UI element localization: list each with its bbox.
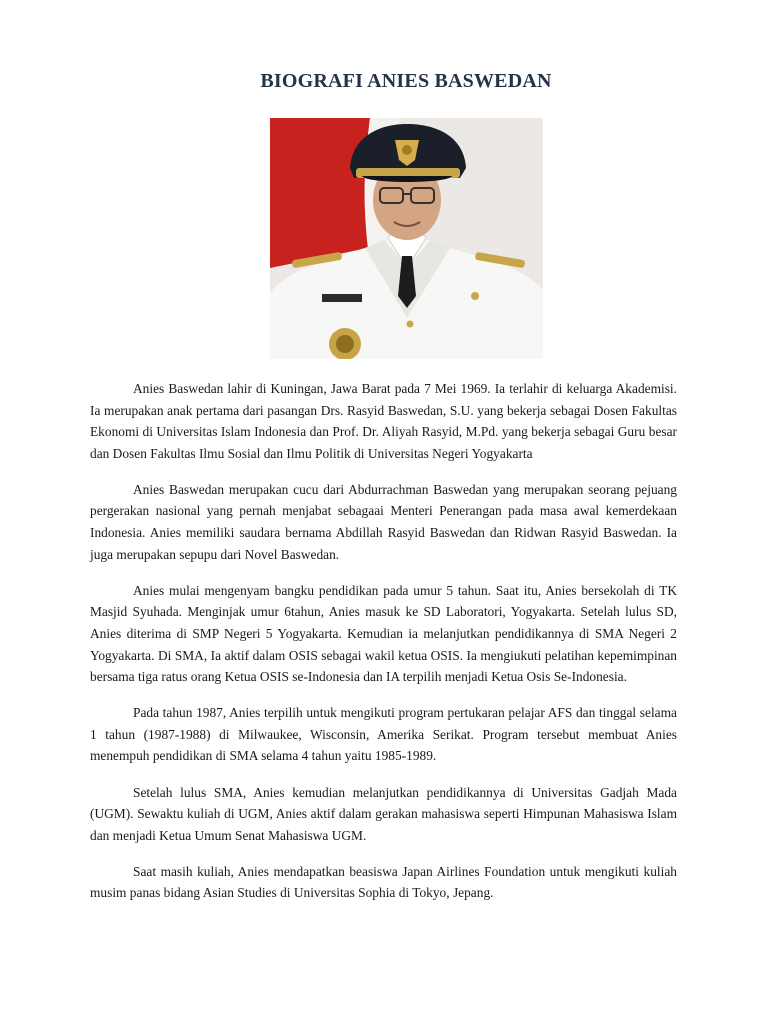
paragraph: Pada tahun 1987, Anies terpilih untuk mengikuti program pertukaran pelajar AFS dan tinggal selama 1 tahun (1987-1988) di Milwaukee, Wisconsin, Amerika Serikat. Program tersebut membuat Anies menempuh pendidikan di SMA selama 4 tahun yaitu 1985-1989. (90, 705, 677, 764)
paragraph: Anies mulai mengenyam bangku pendidikan pada umur 5 tahun. Saat itu, Anies bersekolah di TK Masjid Syuhada. Menginjak umur 6tahun, Anies masuk ke SD Laboratori, Yogyakarta. Setelah lulus SD, Anies diterima di SMP Negeri 5 Yogyakarta. Kemudian ia melanjutkan pendidikannya di SMA Negeri 2 Yogyakarta. Di SMA, Ia aktif dalam OSIS sebagai wakil ketua OSIS. Ia mengiukuti pelatihan kepemimpinan bersama tiga ratus orang Ketua OSIS se-Indonesia dan IA terpilih menjadi Ketua Osis Se-Indonesia. (90, 582, 677, 685)
paragraph: Anies Baswedan lahir di Kuningan, Jawa Barat pada 7 Mei 1969. Ia terlahir di keluarga Akademisi. Ia merupakan anak pertama dari pasangan Drs. Rasyid Baswedan, S.U. yang bekerja sebagai Dosen Fakultas Ekonomi di Universitas Islam Indonesia dan Prof. Dr. Aliyah Rasyid, M.Pd. yang bekerja sebagai Guru besar dan Dosen Fakultas Ilmu Sosial dan Ilmu Politik di Universitas Negeri Yogyakarta (90, 381, 677, 461)
portrait-photo (270, 118, 543, 359)
paragraph: Setelah lulus SMA, Anies kemudian melanjutkan pendidikannya di Universitas Gadjah Mada (UGM). Sewaktu kuliah di UGM, Anies aktif dalam gerakan mahasiswa seperti Himpunan Mahasiswa Islam dan menjadi Ketua Umum Senat Mahasiswa UGM. (90, 784, 677, 843)
paragraph: Anies Baswedan merupakan cucu dari Abdurrachman Baswedan yang merupakan seorang pejuang pergerakan nasional yang pernah menjabat sebagaai Menteri Penerangan pada masa awal kemerdekaan Indonesia. Anies memiliki saudara bernama Abdillah Rasyid Baswedan dan Ridwan Rasyid Baswedan. Ia juga merupakan sepupu dari Novel Baswedan. (90, 481, 677, 562)
document-title: BIOGRAFI ANIES BASWEDAN (260, 70, 552, 92)
body-text (90, 378, 677, 918)
paragraph: Saat masih kuliah, Anies mendapatkan beasiswa Japan Airlines Foundation untuk mengikuti kuliah musim panas bidang Asian Studies di Universitas Sophia di Tokyo, Jepang. (90, 863, 677, 901)
